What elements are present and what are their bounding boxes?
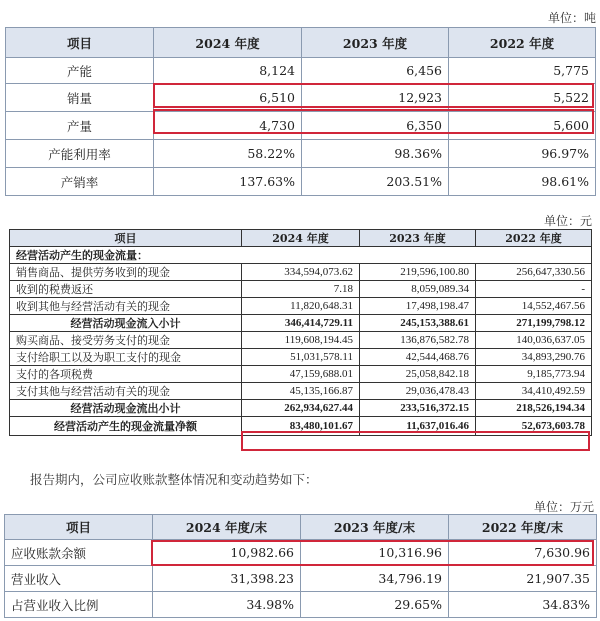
cell-value: 140,036,637.05 xyxy=(476,332,592,349)
cell-value: 25,058,842.18 xyxy=(360,366,476,383)
cell-value: 21,907.35 xyxy=(449,566,597,592)
row-label: 销售商品、提供劳务收到的现金 xyxy=(10,264,242,281)
cell-value: 9,185,773.94 xyxy=(476,366,592,383)
cell-value: 51,031,578.11 xyxy=(242,349,360,366)
row-label: 支付给职工以及为职工支付的现金 xyxy=(10,349,242,366)
col-header: 2024 年度/末 xyxy=(153,515,301,540)
cell-value: 5,522 xyxy=(449,84,596,112)
table-row xyxy=(6,140,596,168)
cell-value: 8,059,089.34 xyxy=(360,281,476,298)
paragraph: 报告期内，公司应收账款整体情况和变动趋势如下： xyxy=(30,472,318,487)
col-header: 项目 xyxy=(5,515,153,540)
cell-value: - xyxy=(476,281,592,298)
cell-value: 119,608,194.45 xyxy=(242,332,360,349)
cell-value: 96.97% xyxy=(449,140,596,168)
capacity-table xyxy=(5,27,596,196)
section-title: 经营活动产生的现金流量： xyxy=(10,247,592,264)
subtotal-row xyxy=(10,315,592,332)
cell-value: 218,526,194.34 xyxy=(476,400,592,417)
cell-value: 29,036,478.43 xyxy=(360,383,476,400)
cell-value: 34,796.19 xyxy=(301,566,449,592)
cell-value: 42,544,468.76 xyxy=(360,349,476,366)
row-label: 经营活动现金流入小计 xyxy=(10,315,242,332)
table-row xyxy=(6,58,596,84)
cell-value: 98.61% xyxy=(449,168,596,196)
col-header: 2022 年度 xyxy=(449,28,596,58)
cell-value: 233,516,372.15 xyxy=(360,400,476,417)
row-label: 产能 xyxy=(6,58,154,84)
table-row xyxy=(10,383,592,400)
col-header: 2023 年度 xyxy=(360,230,476,247)
cell-value: 11,637,016.46 xyxy=(360,417,476,436)
cell-value: 29.65% xyxy=(301,592,449,618)
table-row xyxy=(5,592,597,618)
row-label: 应收账款余额 xyxy=(5,540,153,566)
cell-value: 47,159,688.01 xyxy=(242,366,360,383)
cell-value: 52,673,603.78 xyxy=(476,417,592,436)
table-row xyxy=(6,168,596,196)
col-header: 项目 xyxy=(6,28,154,58)
cell-value: 271,199,798.12 xyxy=(476,315,592,332)
section-row xyxy=(10,247,592,264)
table-row xyxy=(10,332,592,349)
cell-value: 10,982.66 xyxy=(153,540,301,566)
cell-value: 245,153,388.61 xyxy=(360,315,476,332)
row-label: 占营业收入比例 xyxy=(5,592,153,618)
table-row xyxy=(10,281,592,298)
table-row xyxy=(10,264,592,281)
cell-value: 137.63% xyxy=(154,168,302,196)
cell-value: 262,934,627.44 xyxy=(242,400,360,417)
cell-value: 4,730 xyxy=(154,112,302,140)
cell-value: 334,594,073.62 xyxy=(242,264,360,281)
cell-value: 7,630.96 xyxy=(449,540,597,566)
cell-value: 34.83% xyxy=(449,592,597,618)
cell-value: 34,410,492.59 xyxy=(476,383,592,400)
row-label: 支付的各项税费 xyxy=(10,366,242,383)
subtotal-row xyxy=(10,400,592,417)
net-cashflow-row xyxy=(10,417,592,436)
table-row xyxy=(10,366,592,383)
cell-value: 14,552,467.56 xyxy=(476,298,592,315)
col-header: 2022 年度/末 xyxy=(449,515,597,540)
table-row xyxy=(6,84,596,112)
cell-value: 6,456 xyxy=(302,58,449,84)
row-label: 支付其他与经营活动有关的现金 xyxy=(10,383,242,400)
cell-value: 256,647,330.56 xyxy=(476,264,592,281)
receivables-table xyxy=(4,514,597,618)
cell-value: 203.51% xyxy=(302,168,449,196)
row-label: 收到其他与经营活动有关的现金 xyxy=(10,298,242,315)
cell-value: 7.18 xyxy=(242,281,360,298)
cell-value: 83,480,101.67 xyxy=(242,417,360,436)
cell-value: 6,510 xyxy=(154,84,302,112)
table2-unit: 单位：元 xyxy=(543,214,592,228)
cell-value: 45,135,166.87 xyxy=(242,383,360,400)
table-row xyxy=(10,349,592,366)
row-label: 产销率 xyxy=(6,168,154,196)
table1-unit: 单位：吨 xyxy=(547,11,596,25)
cashflow-table xyxy=(9,229,592,436)
col-header: 2023 年度/末 xyxy=(301,515,449,540)
cell-value: 136,876,582.78 xyxy=(360,332,476,349)
table-row xyxy=(10,298,592,315)
cell-value: 17,498,198.47 xyxy=(360,298,476,315)
row-label: 购买商品、接受劳务支付的现金 xyxy=(10,332,242,349)
cell-value: 6,350 xyxy=(302,112,449,140)
table-row xyxy=(5,540,597,566)
row-label: 产量 xyxy=(6,112,154,140)
cell-value: 8,124 xyxy=(154,58,302,84)
table3-unit: 单位：万元 xyxy=(533,500,594,514)
cell-value: 5,775 xyxy=(449,58,596,84)
cell-value: 219,596,100.80 xyxy=(360,264,476,281)
col-header: 2022 年度 xyxy=(476,230,592,247)
col-header: 2024 年度 xyxy=(242,230,360,247)
table-row xyxy=(5,566,597,592)
row-label: 产能利用率 xyxy=(6,140,154,168)
cell-value: 98.36% xyxy=(302,140,449,168)
cell-value: 346,414,729.11 xyxy=(242,315,360,332)
cell-value: 58.22% xyxy=(154,140,302,168)
row-label: 收到的税费返还 xyxy=(10,281,242,298)
row-label: 营业收入 xyxy=(5,566,153,592)
table-row xyxy=(6,112,596,140)
cell-value: 11,820,648.31 xyxy=(242,298,360,315)
cell-value: 5,600 xyxy=(449,112,596,140)
cell-value: 34.98% xyxy=(153,592,301,618)
col-header: 2023 年度 xyxy=(302,28,449,58)
cell-value: 12,923 xyxy=(302,84,449,112)
col-header: 项目 xyxy=(10,230,242,247)
col-header: 2024 年度 xyxy=(154,28,302,58)
cell-value: 10,316.96 xyxy=(301,540,449,566)
row-label: 经营活动产生的现金流量净额 xyxy=(10,417,242,436)
cell-value: 31,398.23 xyxy=(153,566,301,592)
row-label: 经营活动现金流出小计 xyxy=(10,400,242,417)
cell-value: 34,893,290.76 xyxy=(476,349,592,366)
row-label: 销量 xyxy=(6,84,154,112)
